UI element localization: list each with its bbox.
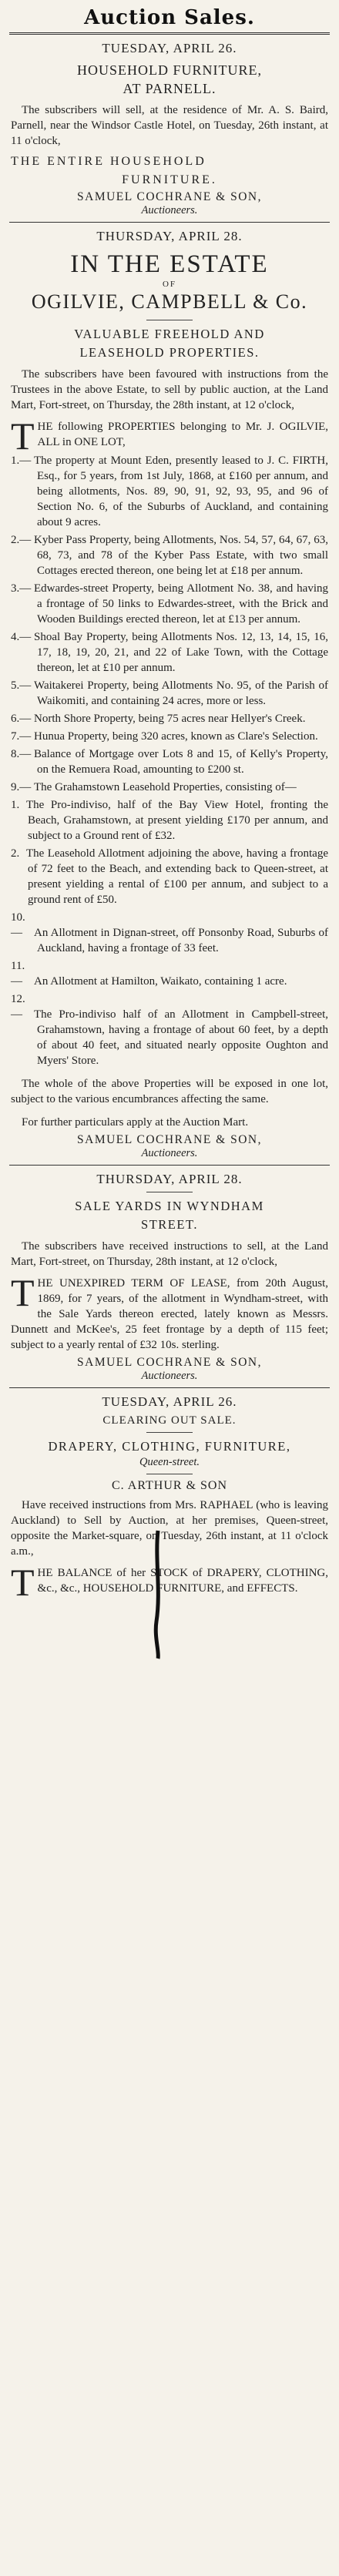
- item-number: 10.—: [11, 911, 25, 939]
- ad4-lead-paragraph: [11, 1561, 328, 1604]
- ad2-sub2: LEASEHOLD PROPERTIES.: [79, 345, 260, 360]
- ad3-title2: STREET.: [141, 1217, 198, 1232]
- ad1-date: TUESDAY, APRIL 26.: [102, 41, 237, 55]
- ad2-lead: HE following PROPERTIES belonging to Mr. J. OGILVIE, ALL in ONE LOT,: [37, 421, 328, 448]
- item-text: Hunua Property, being 320 acres, known as Clare's Selection.: [34, 730, 318, 743]
- item-number: 2.: [11, 847, 20, 860]
- ad4-date: TUESDAY, APRIL 26.: [102, 1394, 237, 1409]
- divider: [9, 1165, 330, 1166]
- item-number: 12.—: [11, 993, 25, 1021]
- masthead-title: Auction Sales.: [84, 6, 255, 29]
- ad3-title1: SALE YARDS IN WYNDHAM: [75, 1199, 264, 1213]
- property-item: [11, 453, 328, 530]
- item-number: 5.—: [11, 679, 32, 692]
- ad4-title: CLEARING OUT SALE.: [102, 1414, 237, 1427]
- ad1-body: The subscribers will sell, at the residence of Mr. A. S. Baird, Parnell, near the Windsor Castle Hotel, on Tuesday, 26th instant, at 11 o'clock,: [11, 104, 328, 147]
- ad2-role: Auctioneers.: [141, 1147, 198, 1159]
- ad2-title1: IN THE ESTATE: [70, 250, 269, 278]
- ad1-title: HOUSEHOLD FURNITURE,: [77, 62, 262, 78]
- item-number: 3.—: [11, 582, 32, 595]
- property-item: [11, 910, 328, 956]
- item-text: The property at Mount Eden, presently leased to J. C. FIRTH, Esq., for 5 years, from 1st July, 1868, at £160 per annum, and being allotments, Nos. 89, 90, 91, 92, 93, 95, and 96 of Section No. 6, of the Suburbs of Auckland, and containing about 9 acres.: [34, 454, 328, 528]
- ad2-note1: The whole of the above Properties will be exposed in one lot, subject to the various encumbrances affecting the same.: [11, 1078, 328, 1105]
- ad3-lead-paragraph: [11, 1271, 328, 1353]
- ad2-intro: The subscribers have been favoured with instructions from the Trustees in the above Estate, to sell by public auction, at the Land Mart, Fort-street, on Thursday, the 28th instant, at 12 o'clock,: [11, 368, 328, 411]
- drop-cap: T: [11, 1561, 35, 1604]
- item-text: Waitakerei Property, being Allotments No. 95, of the Parish of Waikomiti, and containing 24 acres, more or less.: [34, 679, 328, 707]
- ad2-note2: For further particulars apply at the Auction Mart.: [22, 1116, 249, 1129]
- item-number: 1.: [11, 799, 20, 811]
- grahamstown-subitem: [11, 846, 328, 907]
- ad1-role: Auctioneers.: [141, 204, 198, 216]
- property-item: [11, 991, 328, 1068]
- item-number: 11.—: [11, 960, 25, 988]
- property-item: [11, 958, 328, 989]
- item-number: 8.—: [11, 748, 32, 760]
- item-number: 7.—: [11, 730, 32, 743]
- ad3-intro: The subscribers have received instructions to sell, at the Land Mart, Fort-street, on Thursday, 28th instant, at 12 o'clock,: [11, 1240, 328, 1268]
- item-text: The Pro-indiviso half of an Allotment in Campbell-street, Grahamstown, having a frontage of about 60 feet, by a depth of about 40 feet, and situated nearly opposite Oughton and Myers' Store.: [34, 1008, 328, 1067]
- ad2-signature: SAMUEL COCHRANE & SON,: [77, 1133, 262, 1146]
- ad3-signature: SAMUEL COCHRANE & SON,: [77, 1356, 262, 1369]
- item-text: Balance of Mortgage over Lots 8 and 15, of Kelly's Property, on the Remuera Road, amounting to £200 st.: [34, 748, 328, 776]
- ad2-lead-paragraph: [11, 414, 328, 458]
- ad3-lead: HE UNEXPIRED TERM OF LEASE, from 20th August, 1869, for 7 years, of the allotment in Wyndham-street, with the Sale Yards thereon erected, lately known as Messrs. Dunnett and McKee's, 25 feet frontage by a depth of 115 feet; subject to a yearly rental of £32 10s. sterling.: [11, 1277, 328, 1351]
- ad-sale-yards: [0, 1172, 339, 1383]
- item-text: An Allotment in Dignan-street, off Ponsonby Road, Suburbs of Auckland, having a frontage of 33 feet.: [34, 927, 328, 954]
- property-item: [11, 629, 328, 676]
- item-text: North Shore Property, being 75 acres near Hellyer's Creek.: [34, 713, 306, 725]
- item-text: An Allotment at Hamilton, Waikato, containing 1 acre.: [34, 975, 287, 988]
- ad2-title2: OGILVIE, CAMPBELL & Co.: [31, 290, 308, 313]
- ad4-sub1: DRAPERY, CLOTHING, FURNITURE,: [48, 1439, 291, 1454]
- property-item: [11, 780, 328, 795]
- item-number: 4.—: [11, 631, 32, 643]
- item-text: Kyber Pass Property, being Allotments, Nos. 54, 57, 64, 67, 63, 68, 73, and 78 of the Kyber Pass Estate, with two small Cottages erected thereon, one being let at £18 per annum.: [34, 534, 328, 577]
- ad-clearing-out-sale: [0, 1394, 339, 1604]
- ad3-role: Auctioneers.: [141, 1370, 198, 1382]
- ad2-of: OF: [162, 280, 177, 289]
- ad2-date: THURSDAY, APRIL 28.: [96, 229, 243, 243]
- property-item: [11, 746, 328, 777]
- divider: [9, 1387, 330, 1388]
- item-text: The Leasehold Allotment adjoining the above, having a frontage of 72 feet to the Beach, and extending back to Queen-street, at present yielding a rental of £100 per annum, and subject to a ground rent of £50.: [26, 847, 328, 906]
- drop-cap: T: [11, 1271, 35, 1314]
- ad1-signature: SAMUEL COCHRANE & SON,: [77, 190, 262, 203]
- grahamstown-subitem: [11, 797, 328, 844]
- property-item: [11, 532, 328, 579]
- item-number: 9.—: [11, 781, 32, 793]
- property-item: [11, 581, 328, 627]
- ink-mark: [152, 1529, 164, 1660]
- ad-household-furniture: [0, 41, 339, 217]
- ad4-lead: HE BALANCE of her STOCK of DRAPERY, CLOTHING, &c., &c., HOUSEHOLD FURNITURE, and EFFECTS.: [37, 1567, 328, 1595]
- short-rule: [146, 1432, 193, 1433]
- masthead-rule: [9, 32, 330, 35]
- ad4-firm: C. ARTHUR & SON: [111, 1479, 228, 1492]
- item-text: The Pro-indiviso, half of the Bay View Hotel, fronting the Beach, Grahamstown, at present yielding £170 per annum, and subject to a Ground rent of £32.: [26, 799, 328, 842]
- property-list: [11, 453, 328, 795]
- ad2-sub1: VALUABLE FREEHOLD AND: [74, 327, 265, 341]
- ad4-sub2: Queen-street.: [139, 1456, 200, 1468]
- ad1-lot-line2: FURNITURE.: [122, 173, 217, 186]
- property-item: [11, 711, 328, 726]
- divider: [9, 222, 330, 223]
- property-item: [11, 729, 328, 744]
- property-list-continued: [11, 910, 328, 1068]
- ad3-date: THURSDAY, APRIL 28.: [96, 1172, 243, 1186]
- property-item: [11, 678, 328, 709]
- item-text: The Grahamstown Leasehold Properties, consisting of—: [34, 781, 297, 793]
- item-number: 2.—: [11, 534, 32, 546]
- grahamstown-sublist: [11, 797, 328, 907]
- ad4-intro: Have received instructions from Mrs. RAPHAEL (who is leaving Auckland) to Sell by Auction, at her premises, Queen-street, opposite the Market-square, on Tuesday, 26th instant, at 11 o'clock a.m.,: [11, 1499, 328, 1558]
- item-number: 6.—: [11, 713, 32, 725]
- ad-ogilvie-estate: [0, 229, 339, 1160]
- item-text: Shoal Bay Property, being Allotments Nos. 12, 13, 14, 15, 16, 17, 18, 19, 20, 21, and 22 of Lake Town, with the Cottage thereon, let at £10 per annum.: [34, 631, 328, 674]
- ad1-lot-line1: THE ENTIRE HOUSEHOLD: [11, 155, 206, 168]
- drop-cap: T: [11, 414, 35, 458]
- item-number: 1.—: [11, 454, 32, 467]
- item-text: Edwardes-street Property, being Allotment No. 38, and having a frontage of 50 links to Edwardes-street, with the Brick and Wooden Buildings erected thereon, let at £13 per annum.: [34, 582, 328, 626]
- ad1-subtitle: AT PARNELL.: [123, 81, 216, 96]
